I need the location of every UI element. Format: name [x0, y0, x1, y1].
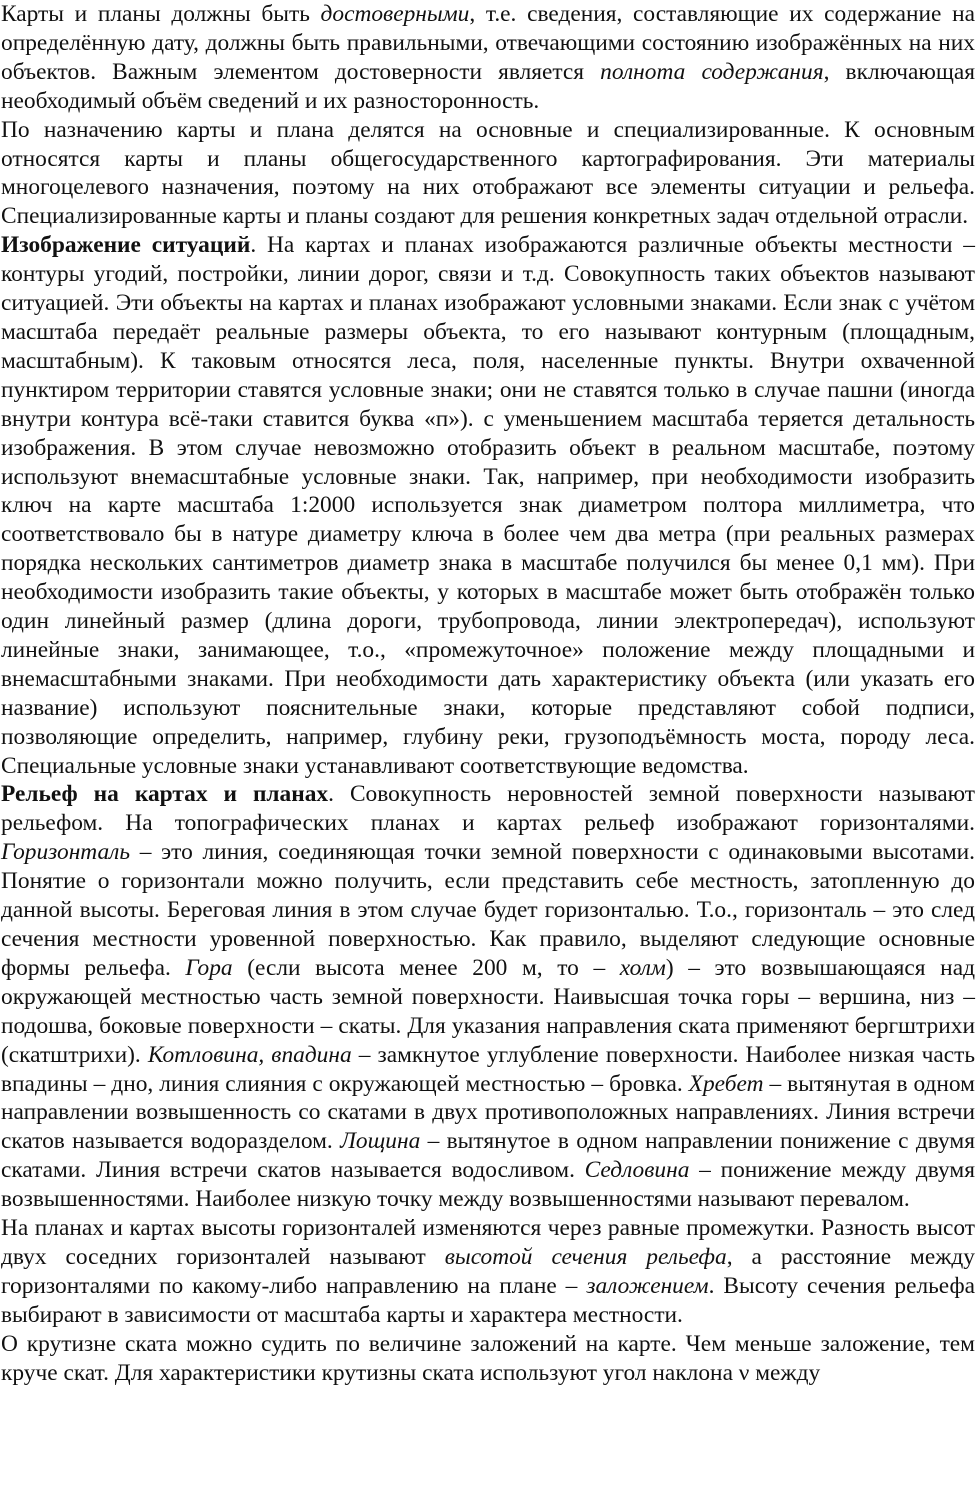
- text-run: – вытянутая в одном направлении возвышенность со скатами в двух противоположных направлениях. Линия встречи скатов называется водоразделом.: [1, 1070, 975, 1155]
- paragraph-map-purpose: [1, 116, 975, 232]
- text-run: , т.е. сведения, составляющие их содержание на определённую дату, должны быть правильными, отвечающими состоянию изображённых на них объектов. Важным элементом достоверности является: [1, 1, 975, 85]
- text-run: На планах и картах высоты горизонталей изменяются через равные промежутки. Разность высот двух соседних горизонталей называют: [1, 1215, 975, 1270]
- italic-term: Хребет: [688, 1070, 764, 1097]
- paragraph-contour-interval: [1, 1214, 975, 1330]
- text-run: . Высоту сечения рельефа выбирают в зависимости от масштаба карты и характера местности.: [1, 1272, 975, 1328]
- paragraph-relief: [1, 780, 975, 1214]
- text-run: (если высота менее 200 м, то –: [232, 954, 620, 981]
- text-run: По назначению карты и плана делятся на основные и специализированные. К основным относятся карты и планы общегосударственного картографирования. Эти материалы многоцелевого назначения, поэтому на них отображают все элементы ситуации и рельефа. Специализированные карты и планы создают для решения конкретных задач отдельной отрасли.: [1, 116, 975, 230]
- italic-term: Гора: [185, 954, 233, 981]
- text-run: – замкнутое углубление поверхности. Наиболее низкая часть впадины – дно, линия слияния с окружающей местностью – бровка.: [1, 1041, 976, 1097]
- italic-term: холм: [619, 954, 666, 981]
- italic-term: достоверными: [320, 1, 470, 27]
- text-run: О крутизне ската можно судить по величине заложений на карте. Чем меньше заложение, тем круче скат. Для характеристики крутизны ската используют угол наклона ν между: [1, 1330, 975, 1386]
- italic-term: Седловина: [584, 1157, 690, 1184]
- text-run: – понижение между двумя возвышенностями. Наиболее низкую точку между возвышенностями называют перевалом.: [1, 1157, 975, 1213]
- italic-term: заложением: [586, 1272, 709, 1299]
- text-run: , а расстояние между горизонталями по какому-либо направлению на плане –: [1, 1243, 975, 1299]
- italic-term: Лощина: [340, 1128, 421, 1155]
- bold-heading: Изображение ситуаций: [1, 232, 251, 259]
- italic-term: высотой сечения рельефа: [444, 1243, 727, 1270]
- text-run: . Совокупность неровностей земной поверхности называют рельефом. На топографических планах и картах рельеф изображают горизонталями.: [1, 781, 976, 837]
- text-run: – вытянутое в одном направлении понижение с двумя скатами. Линия встречи скатов называется водосливом.: [1, 1128, 975, 1184]
- italic-term: Горизонталь: [1, 839, 131, 866]
- italic-term: Котловина, впадина: [147, 1041, 352, 1068]
- paragraph-situation: [1, 231, 975, 780]
- text-run: Карты и планы должны быть: [1, 1, 321, 27]
- text-run: . На картах и планах изображаются различные объекты местности – контуры угодий, постройки, линии дорог, связи и т.д. Совокупность таких объектов называют ситуацией. Эти объекты на картах и планах изображают условными знаками. Если знак с учётом масштаба передаёт реальные размеры объекта, то его называют контурным (площадным, масштабным). К таковым относятся леса, поля, населенные пункты. Внутри охваченной пунктиром территории ставятся условные знаки; они не ставятся только в случае пашни (иногда внутри контура всё-таки ставится буква «п»). с уменьшением масштаба теряется детальность изображения. В этом случае невозможно отобразить объект в реальном масштабе, поэтому используют внемасштабные условные знаки. Так, например, при необходимости изобразить ключ на карте масштаба 1:2000 используется знак диаметром полтора миллиметра, что соответствовало бы в натуре диаметру ключа в более чем два метра (при реальных размерах порядка нескольких сантиметров диаметр знака в масштабе получился бы менее 0,1 мм). При необходимости изобразить такие объекты, у которых в масштабе может быть отображён только один линейный размер (длина дороги, трубопровода, линии электропередач), используют линейные знаки, занимающее, т.о., «промежуточное» положение между площадными и внемасштабными знаками. При необходимости дать характеристику объекта (или указать его название) используют пояснительные знаки, которые представляют собой подписи, позволяющие определить, например, глубину реки, грузоподъёмность моста, породу леса. Специальные условные знаки устанавливают соответствующие ведомства.: [1, 232, 975, 779]
- paragraph-slope-steepness: [1, 1330, 975, 1388]
- text-run: , включающая необходимый объём сведений и их разносторонность.: [1, 58, 975, 114]
- text-run: ) – это возвышающаяся над окружающей местностью часть земной поверхности. Наивысшая точка горы – вершина, низ – подошва, боковые поверхности – скаты. Для указания направления ската применяют бергштрихи (скатштрихи).: [1, 954, 975, 1068]
- paragraph-reliability: [1, 0, 975, 116]
- bold-heading: Рельеф на картах и планах: [1, 781, 329, 808]
- text-run: – это линия, соединяющая точки земной поверхности с одинаковыми высотами. Понятие о горизонтали можно получить, если представить себе местность, затопленную до данной высоты. Береговая линия в этом случае будет горизонталью. Т.о., горизонталь – это след сечения местности уровенной поверхностью. Как правило, выделяют следующие основные формы рельефа.: [1, 839, 975, 981]
- italic-term: полнота содержания: [600, 58, 824, 85]
